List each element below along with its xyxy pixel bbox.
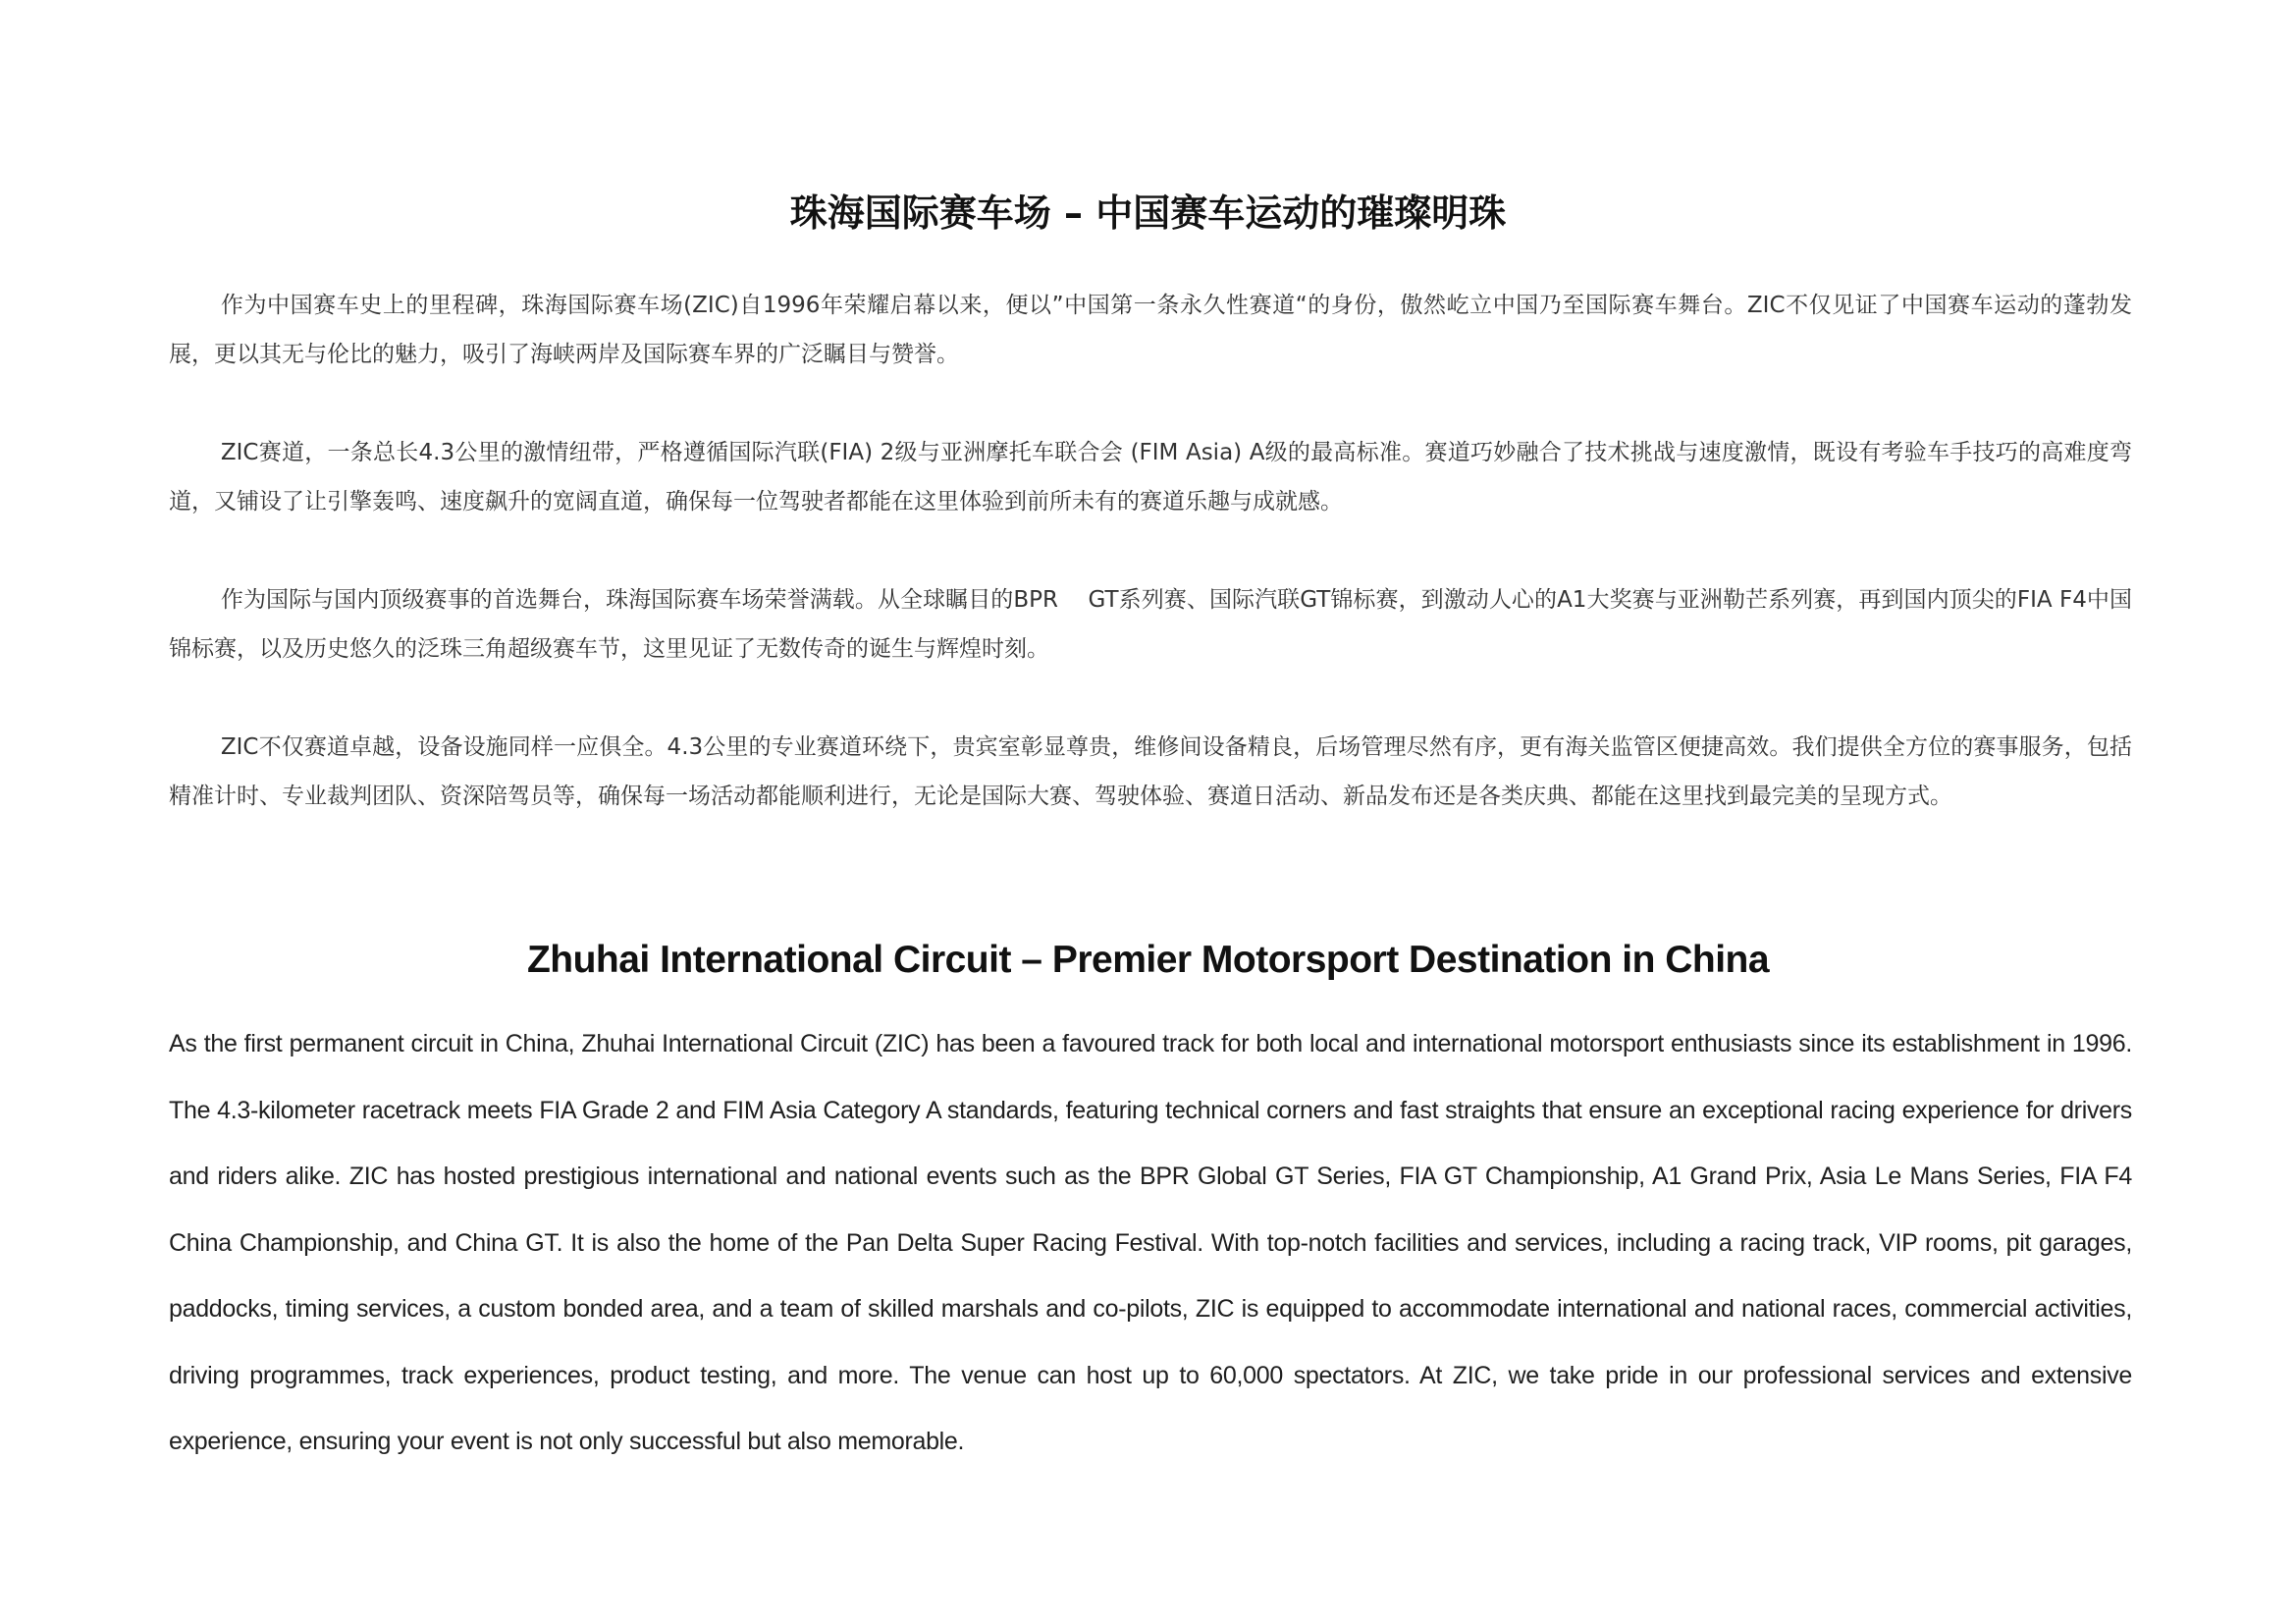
chinese-paragraph-4: ZIC不仅赛道卓越，设备设施同样一应俱全。4.3公里的专业赛道环绕下，贵宾室彰显尊贵，维修间设备精良，后场管理尽然有序，更有海关监管区便捷高效。我们提供全方位的赛事服务，包括精准计时、专业裁判团队、资深陪驾员等，确保每一场活动都能顺利进行，无论是国际大赛、驾驶体验、赛道日活动、新品发布还是各类庆典、都能在这里找到最完美的呈现方式。 <box>169 734 2132 809</box>
chinese-paragraph-2: ZIC赛道，一条总长4.3公里的激情纽带，严格遵循国际汽联(FIA) 2级与亚洲摩托车联合会 (FIM Asia) A级的最高标准。赛道巧妙融合了技术挑战与速度激情，既设有考验车手技巧的高难度弯道，又铺设了让引擎轰鸣、速度飙升的宽阔直道，确保每一位驾驶者都能在这里体验到前所未有的赛道乐趣与成就感。 <box>169 440 2132 514</box>
english-body <box>169 1011 2132 1476</box>
english-paragraph: As the first permanent circuit in China, Zhuhai International Circuit (ZIC) has been a favoured track for both local and international motorsport enthusiasts since its establishment in 1996. The 4.3-kilometer racetrack meets FIA Grade 2 and FIM Asia Category A standards, featuring technical corners and fast straights that ensure an exceptional racing experience for drivers and riders alike. ZIC has hosted prestigious international and national events such as the BPR Global GT Series, FIA GT Championship, A1 Grand Prix, Asia Le Mans Series, FIA F4 China Championship, and China GT. It is also the home of the Pan Delta Super Racing Festival. With top-notch facilities and services, including a racing track, VIP rooms, pit garages, paddocks, timing services, a custom bonded area, and a team of skilled marshals and co-pilots, ZIC is equipped to accommodate international and national races, commercial activities, driving programmes, track experiences, product testing, and more. The venue can host up to 60,000 spectators. At ZIC, we take pride in our professional services and extensive experience, ensuring your event is not only successful but also memorable. <box>169 1030 2132 1455</box>
chinese-paragraph-3: 作为国际与国内顶级赛事的首选舞台，珠海国际赛车场荣誉满载。从全球瞩目的BPR GT系列赛、国际汽联GT锦标赛，到激动人心的A1大奖赛与亚洲勒芒系列赛，再到国内顶尖的FIA F4中国锦标赛，以及历史悠久的泛珠三角超级赛车节，这里见证了无数传奇的诞生与辉煌时刻。 <box>169 587 2132 662</box>
chinese-body <box>169 281 2132 870</box>
chinese-paragraph-1: 作为中国赛车史上的里程碑，珠海国际赛车场(ZIC)自1996年荣耀启幕以来，便以”中国第一条永久性赛道“的身份，傲然屹立中国乃至国际赛车舞台。ZIC不仅见证了中国赛车运动的蓬勃发展，更以其无与伦比的魅力，吸引了海峡两岸及国际赛车界的广泛瞩目与赞誉。 <box>169 293 2132 367</box>
english-title: Zhuhai International Circuit – Premier Motorsport Destination in China <box>526 939 1770 981</box>
chinese-title: 珠海国际赛车场 – 中国赛车运动的璀璨明珠 <box>789 191 1507 235</box>
